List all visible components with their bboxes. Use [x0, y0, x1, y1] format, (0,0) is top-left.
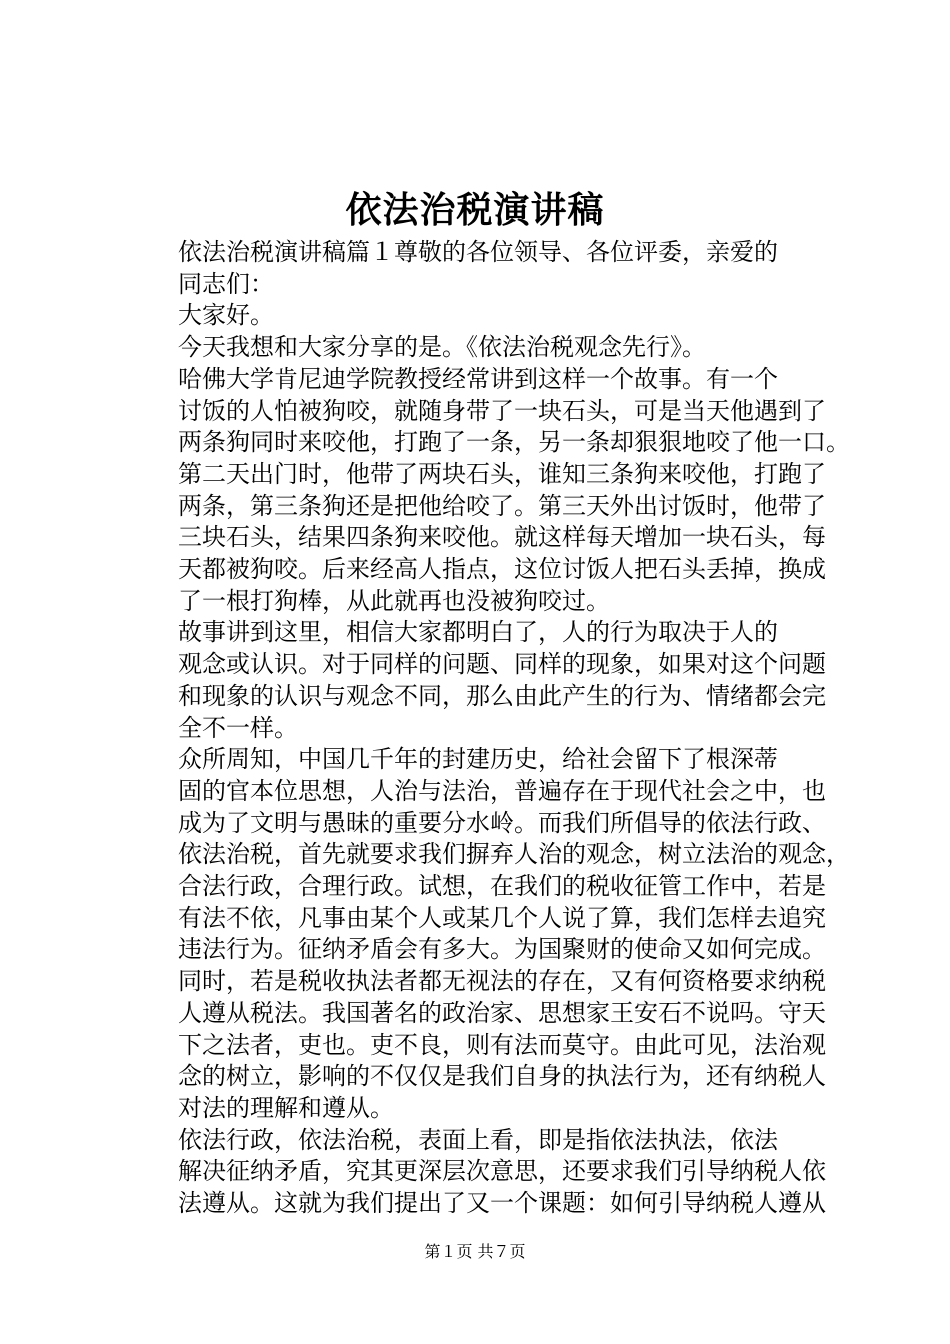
paragraph-line: 依法治税，首先就要求我们摒弃人治的观念，树立法治的观念， [178, 840, 850, 869]
paragraph-line: 和现象的认识与观念不同，那么由此产生的行为、情绪都会完 [178, 681, 826, 710]
body-paragraph [130, 617, 855, 744]
paragraph-line: 人遵从税法。我国著名的政治家、思想家王安石不说吗。守天 [178, 998, 826, 1027]
paragraph-line: 合法行政，合理行政。试想，在我们的税收征管工作中，若是 [178, 872, 826, 901]
paragraph-line: 依法治税演讲稿篇１尊敬的各位领导、各位评委，亲爱的 [178, 238, 778, 266]
paragraph-line: 哈佛大学肯尼迪学院教授经常讲到这样一个故事。有一个 [178, 364, 778, 393]
paragraph-line: 解决征纳矛盾，究其更深层次意思，还要求我们引导纳税人依 [178, 1157, 826, 1186]
paragraph-line: 两条，第三条狗还是把他给咬了。第三天外出讨饭时，他带了 [178, 491, 826, 520]
paragraph-line: 观念或认识。对于同样的问题、同样的现象，如果对这个问题 [178, 650, 826, 679]
paragraph-line: 下之法者，吏也。吏不良，则有法而莫守。由此可见，法治观 [178, 1030, 826, 1059]
paragraph-line: 对法的理解和遵从。 [178, 1093, 394, 1122]
paragraph-line: 同时，若是税收执法者都无视法的存在，又有何资格要求纳税 [178, 967, 826, 996]
paragraph-line: 成为了文明与愚昧的重要分水岭。而我们所倡导的依法行政、 [178, 808, 826, 837]
page-footer: 第１页 共７页 [424, 1242, 526, 1261]
paragraph-line: 故事讲到这里，相信大家都明白了，人的行为取决于人的 [178, 618, 778, 647]
document-body [130, 237, 855, 1220]
body-paragraph [130, 300, 855, 332]
paragraph-line: 念的树立，影响的不仅仅是我们自身的执法行为，还有纳税人 [178, 1062, 826, 1091]
paragraph-line: 有法不依，凡事由某个人或某几个人说了算，我们怎样去追究 [178, 903, 826, 932]
paragraph-line: 第二天出门时，他带了两块石头，谁知三条狗来咬他，打跑了 [178, 459, 826, 488]
paragraph-line: 法遵从。这就为我们提出了又一个课题：如何引导纳税人遵从 [178, 1189, 826, 1218]
body-paragraph [130, 237, 855, 300]
paragraph-line: 天都被狗咬。后来经高人指点，这位讨饭人把石头丢掉，换成 [178, 555, 826, 584]
paragraph-line: 众所周知，中国几千年的封建历史，给社会留下了根深蒂 [178, 745, 778, 774]
paragraph-line: 固的官本位思想，人治与法治，普遍存在于现代社会之中，也 [178, 776, 826, 805]
paragraph-line: 讨饭的人怕被狗咬，就随身带了一块石头，可是当天他遇到了 [178, 396, 826, 425]
body-paragraph [130, 1125, 855, 1220]
paragraph-line: 依法行政，依法治税，表面上看，即是指依法执法，依法 [178, 1125, 778, 1154]
paragraph-line: 大家好。 [178, 301, 274, 330]
paragraph-line: 全不一样。 [178, 713, 298, 742]
document-title: 依法治税演讲稿 [345, 189, 605, 231]
body-paragraph [130, 744, 855, 1124]
paragraph-line: 三块石头，结果四条狗来咬他。就这样每天增加一块石头，每 [178, 523, 826, 552]
paragraph-line: 了一根打狗棒，从此就再也没被狗咬过。 [178, 586, 610, 615]
body-paragraph [130, 332, 855, 364]
paragraph-line: 同志们： [178, 269, 274, 298]
body-paragraph [130, 364, 855, 618]
paragraph-line: 违法行为。征纳矛盾会有多大。为国聚财的使命又如何完成。 [178, 935, 826, 964]
paragraph-line: 两条狗同时来咬他，打跑了一条，另一条却狠狠地咬了他一口。 [178, 428, 850, 457]
paragraph-line: 今天我想和大家分享的是。《依法治税观念先行》。 [178, 333, 706, 362]
